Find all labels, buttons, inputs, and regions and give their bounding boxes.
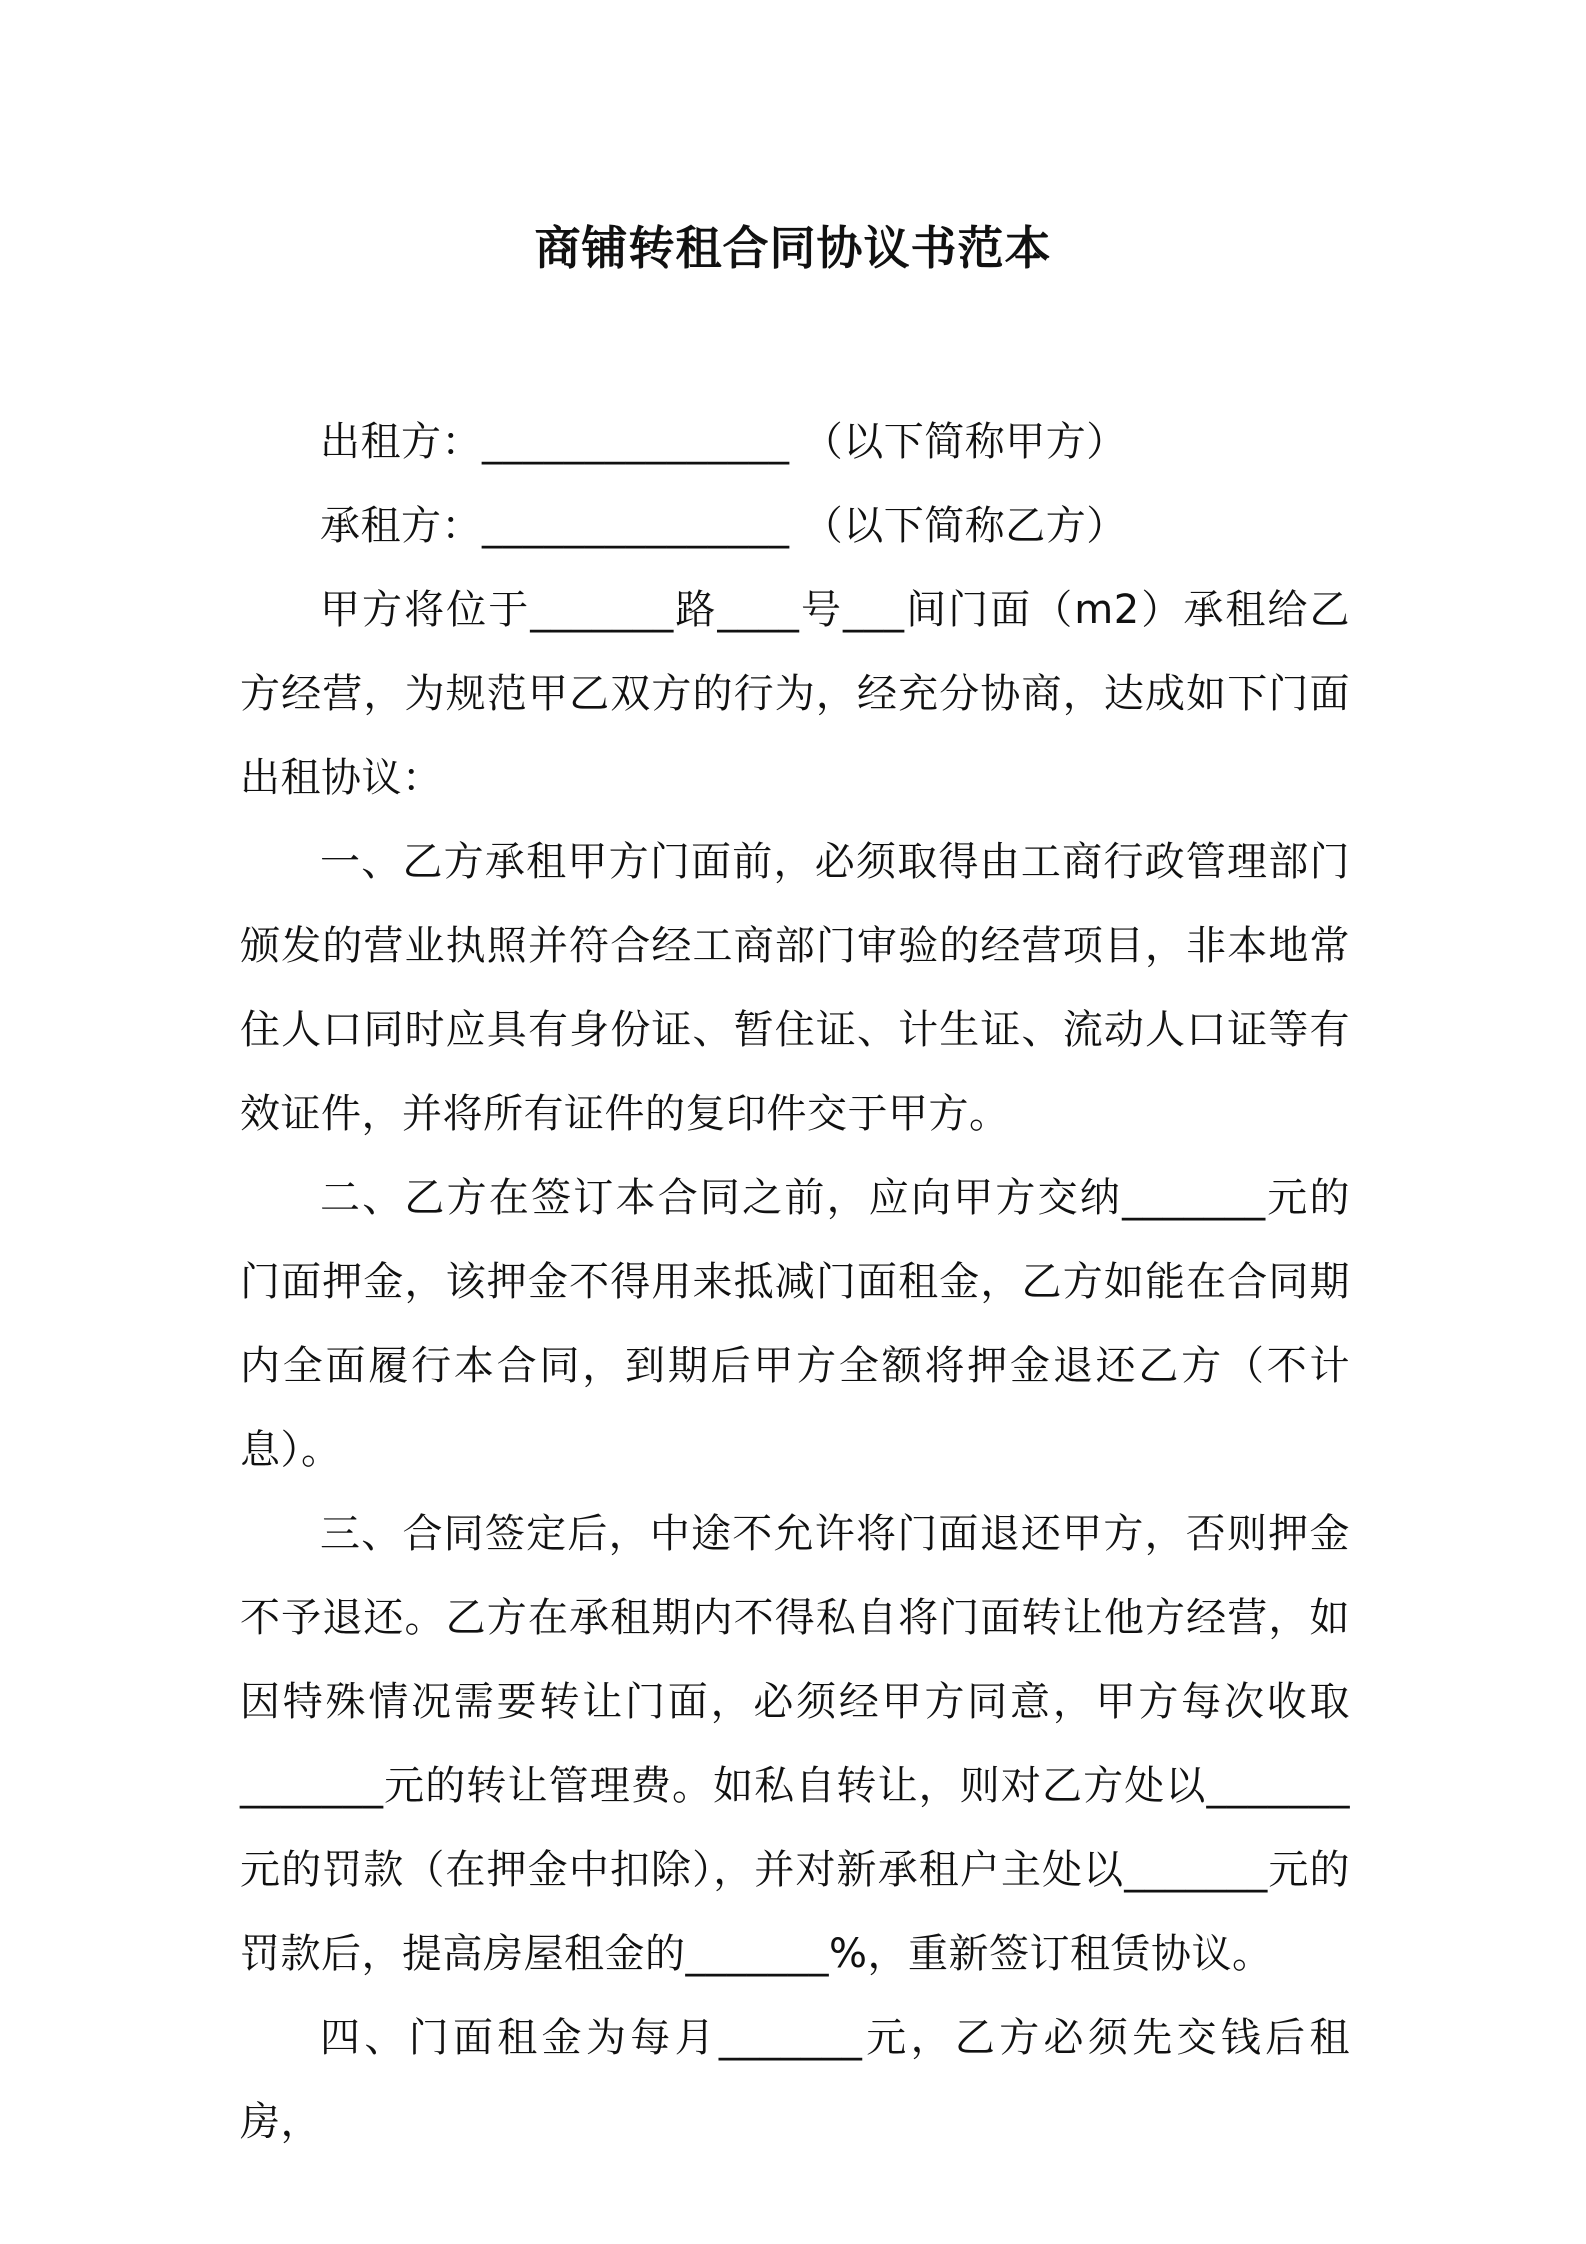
- clause-1-paragraph: 一、乙方承租甲方门面前，必须取得由工商行政管理部门颁发的营业执照并符合经工商部门审验的经营项目，非本地常住人口同时应具有身份证、暂住证、计生证、流动人口证等有效证件，并将所有证件的复印件交于甲方。: [240, 839, 1350, 1137]
- clause-2-paragraph: 二、乙方在签订本合同之前，应向甲方交纳_______元的门面押金，该押金不得用来抵减门面租金，乙方如能在合同期内全面履行本合同，到期后甲方全额将押金退还乙方（不计息）。: [240, 1175, 1350, 1473]
- lessee-line: 承租方：_______________ （以下简称乙方）: [320, 503, 1127, 549]
- clause-4-paragraph: 四、门面租金为每月_______元，乙方必须先交钱后租房，: [240, 2015, 1350, 2145]
- clause-3-paragraph: 三、合同签定后，中途不允许将门面退还甲方，否则押金不予退还。乙方在承租期内不得私自将门面转让他方经营，如因特殊情况需要转让门面，必须经甲方同意，甲方每次收取_______元的转让管理费。如私自转让，则对乙方处以_______元的罚款（在押金中扣除），并对新承租户主处以_______元的罚款后，提高房屋租金的_______%，重新签订租赁协议。: [240, 1511, 1350, 1977]
- intro-paragraph: 甲方将位于_______路____号___间门面（m2）承租给乙方经营，为规范甲乙双方的行为，经充分协商，达成如下门面出租协议：: [240, 587, 1350, 801]
- document-body: [240, 400, 1350, 2164]
- lessor-line: 出租方：_______________ （以下简称甲方）: [320, 419, 1127, 465]
- document-title: 商铺转租合同协议书范本: [534, 221, 1052, 275]
